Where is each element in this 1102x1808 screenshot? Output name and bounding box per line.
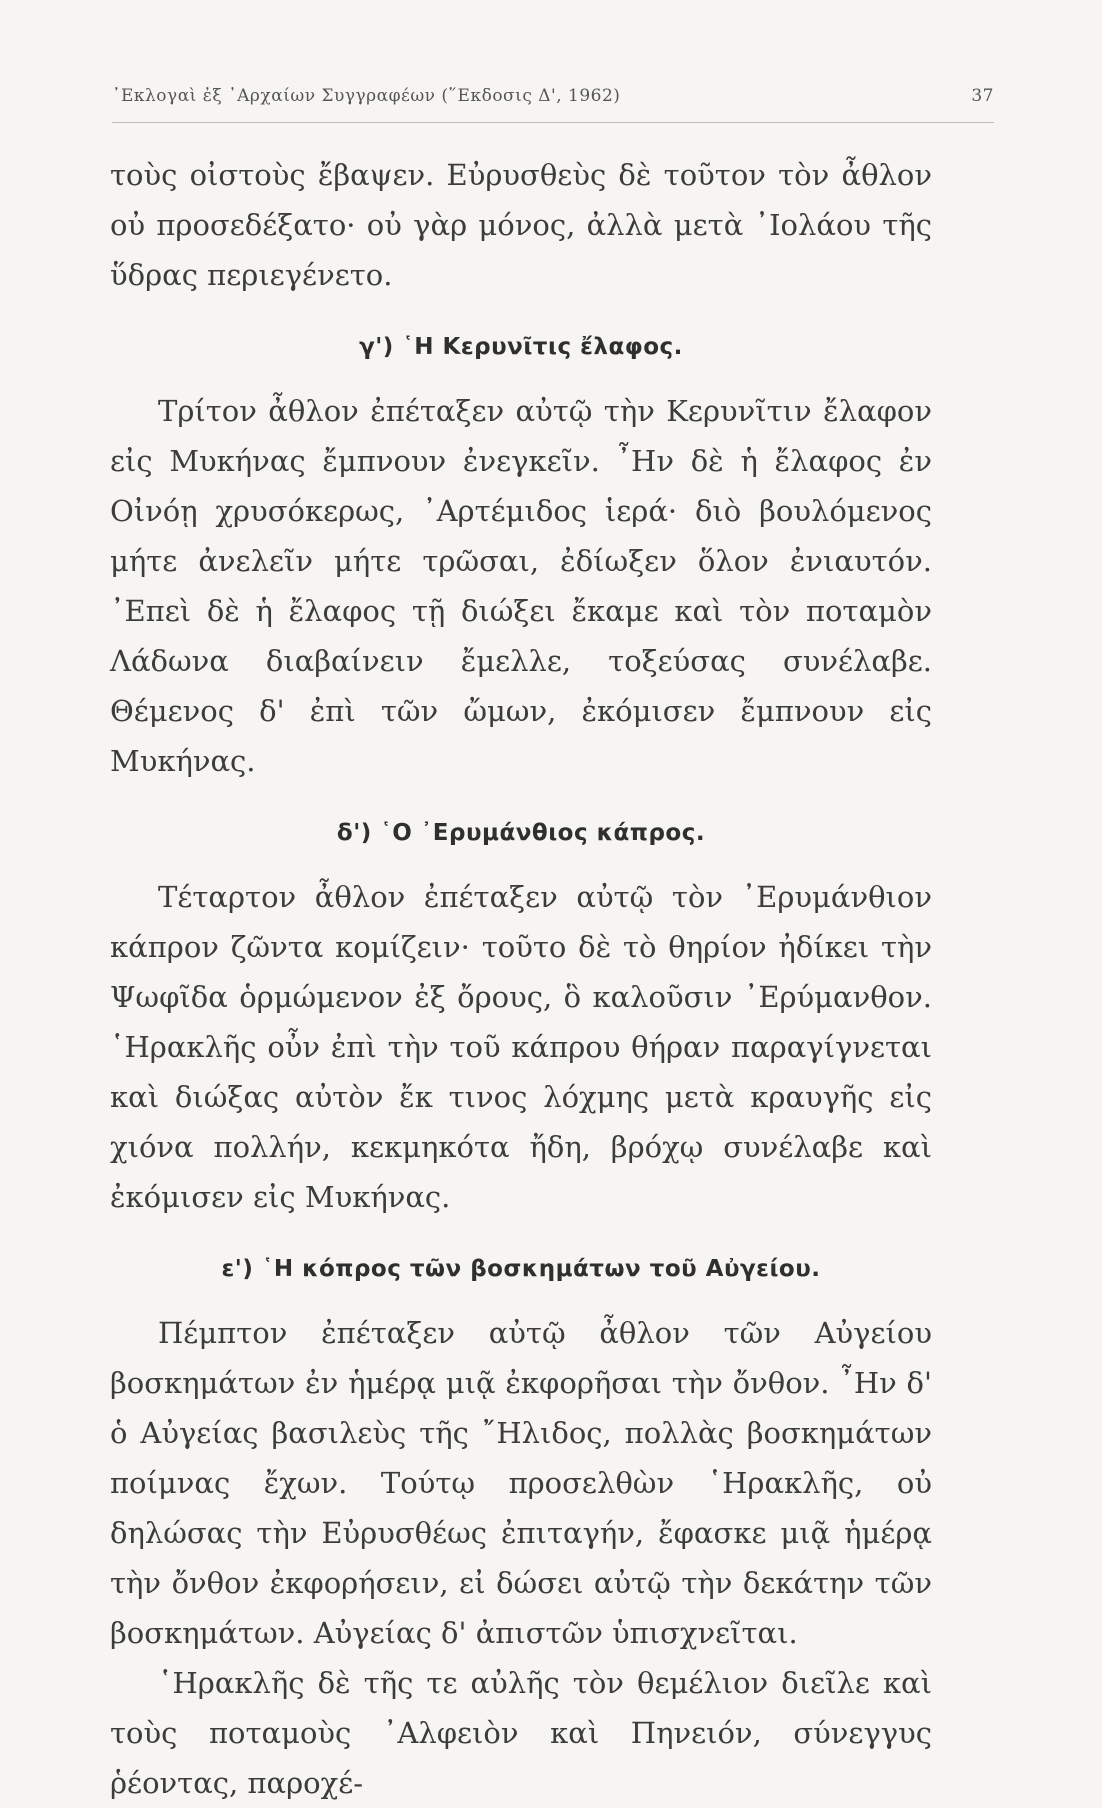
paragraph-fifth-labor-cont: ῾Ηρακλῆς δὲ τῆς τε αὐλῆς τὸν θεμέλιον διεῖλε καὶ τοὺς ποταμοὺς ᾿Αλφειὸν καὶ Πηνειόν, σύνεγγυς ῥέοντας, παροχέ- — [110, 1666, 932, 1800]
header-rule — [112, 122, 994, 123]
section-heading-keryneian-hind: γ') ῾Η Κερυνῖτις ἔλαφος. — [359, 334, 683, 360]
paragraph-fourth-labor: Τέταρτον ἆθλον ἐπέταξεν αὐτῷ τὸν ᾿Ερυμάνθιον κάπρον ζῶντα κομίζειν· τοῦτο δὲ τὸ θηρίον ἠδίκει τὴν Ψωφῖδα ὁρμώμενον ἐξ ὄρους, ὃ καλοῦσιν ᾿Ερύμανθον. ῾Ηρακλῆς οὖν ἐπὶ τὴν τοῦ κάπρου θήραν παραγίγνεται καὶ διώξας αὐτὸν ἔκ τινος λόχμης μετὰ κραυγῆς εἰς χιόνα πολλήν, κεκμηκότα ἤδη, βρόχῳ συνέλαβε καὶ ἐκόμισεν εἰς Μυκήνας. — [110, 880, 932, 1214]
page-number: 37 — [971, 86, 994, 106]
paragraph-continuation: τοὺς οἰστοὺς ἔβαψεν. Εὐρυσθεὺς δὲ τοῦτον τὸν ἆθλον οὐ προσεδέξατο· οὐ γὰρ μόνος, ἀλλὰ μετὰ ᾿Ιολάου τῆς ὕδρας περιεγένετο. — [110, 158, 932, 292]
paragraph-third-labor: Τρίτον ἆθλον ἐπέταξεν αὐτῷ τὴν Κερυνῖτιν ἔλαφον εἰς Μυκήνας ἔμπνουν ἐνεγκεῖν. ῏Ην δὲ ἡ ἔλαφος ἐν Οἰνόῃ χρυσόκερως, ᾿Αρτέμιδος ἱερά· διὸ βουλόμενος μήτε ἀνελεῖν μήτε τρῶσαι, ἐδίωξεν ὅλον ἐνιαυτόν. ᾿Επεὶ δὲ ἡ ἔλαφος τῇ διώξει ἔκαμε καὶ τὸν ποταμὸν Λάδωνα διαβαίνειν ἔμελλε, τοξεύσας συνέλαβε. Θέμενος δ' ἐπὶ τῶν ὤμων, ἐκόμισεν ἔμπνουν εἰς Μυκήνας. — [110, 394, 932, 778]
paragraph-fifth-labor: Πέμπτον ἐπέταξεν αὐτῷ ἆθλον τῶν Αὐγείου βοσκημάτων ἐν ἡμέρᾳ μιᾷ ἐκφορῆσαι τὴν ὄνθον. ῏Ην δ' ὁ Αὐγείας βασιλεὺς τῆς ῎Ηλιδος, πολλὰς βοσκημάτων ποίμνας ἔχων. Τούτῳ προσελθὼν ῾Ηρακλῆς, οὐ δηλώσας τὴν Εὐρυσθέως ἐπιταγήν, ἔφασκε μιᾷ ἡμέρᾳ τὴν ὄνθον ἐκφορήσειν, εἰ δώσει αὐτῷ τὴν δεκάτην τῶν βοσκημάτων. Αὐγείας δ' ἀπιστῶν ὑπισχνεῖται. — [110, 1316, 932, 1650]
running-title: ᾿Εκλογαὶ ἐξ ᾿Αρχαίων Συγγραφέων (῞Εκδοσις Δ', 1962) — [112, 86, 621, 106]
section-heading-augean-stables: ε') ῾Η κόπρος τῶν βοσκημάτων τοῦ Αὐγείου. — [221, 1256, 821, 1282]
running-head — [112, 86, 994, 106]
section-heading-erymanthian-boar: δ') ῾Ο ᾿Ερυμάνθιος κάπρος. — [336, 820, 706, 846]
body-text — [110, 150, 932, 1808]
